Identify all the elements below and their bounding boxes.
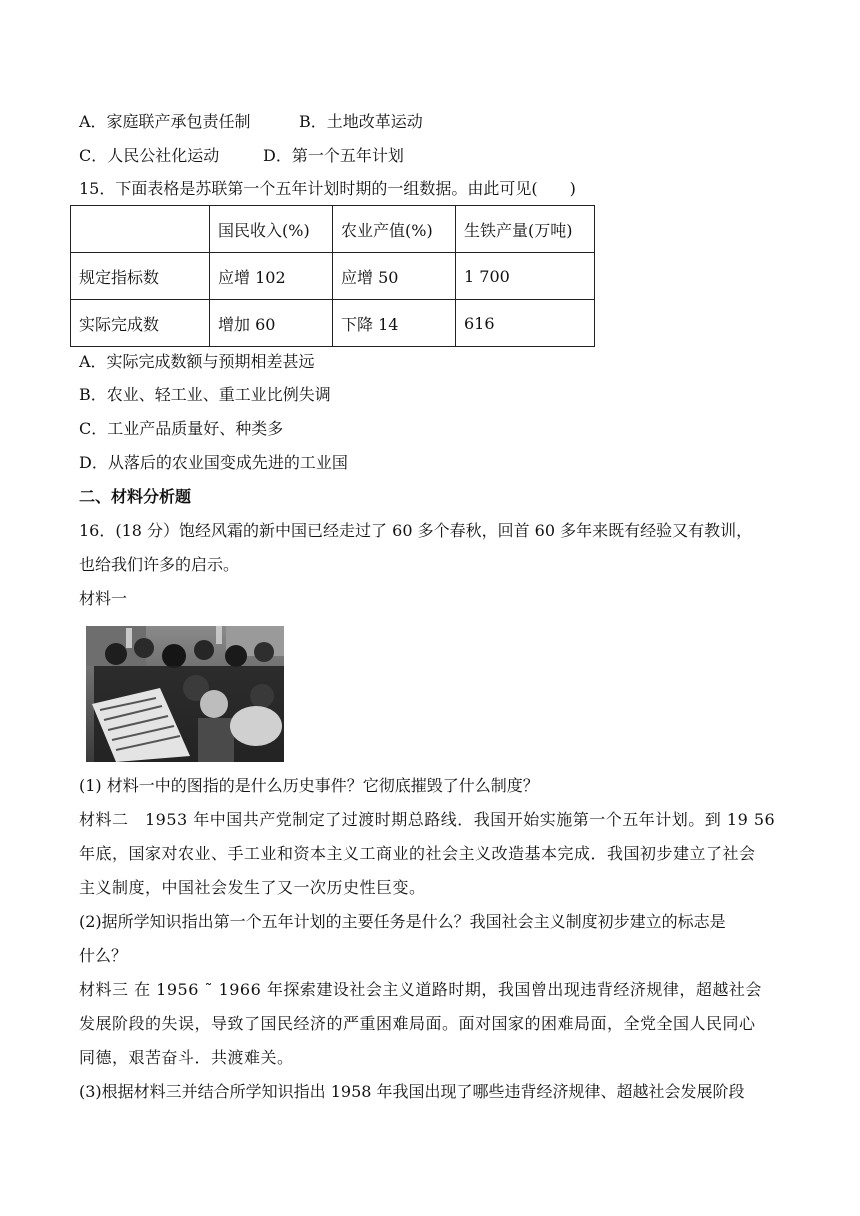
table-cell: 下降 14 <box>333 300 456 347</box>
table-cell: 616 <box>456 300 595 347</box>
table-cell: 实际完成数 <box>71 300 210 347</box>
table-cell <box>71 206 210 253</box>
table-cell: 国民收入(%) <box>210 206 333 253</box>
table-cell: 应增 50 <box>333 253 456 300</box>
historical-photo <box>86 626 284 762</box>
q14-option-a: A．家庭联产承包责任制 <box>79 112 251 131</box>
data-table <box>70 205 595 347</box>
table-cell: 应增 102 <box>210 253 333 300</box>
q14-option-c: C．人民公社化运动 <box>79 146 220 165</box>
crowd-photo-illustration <box>86 626 284 762</box>
table-header-row <box>71 206 595 253</box>
q16-stem-line-1: 16．(18 分）饱经风霜的新中国已经走过了 60 多个春秋，回首 60 多年来既有经验又有教训， <box>79 521 753 540</box>
section-heading: 二、材料分析题 <box>79 487 192 506</box>
material-3-line-2: 发展阶段的失误，导致了国民经济的严重困难局面。面对国家的困难局面，全党全国人民同心 <box>79 1014 756 1033</box>
table-cell: 农业产值(%) <box>333 206 456 253</box>
q14-option-d: D．第一个五年计划 <box>263 146 404 165</box>
table-cell: 1 700 <box>456 253 595 300</box>
q15-stem: 15．下面表格是苏联第一个五年计划时期的一组数据。由此可见( ) <box>79 179 576 198</box>
q14-options-row-1 <box>79 112 423 132</box>
table-cell: 规定指标数 <box>71 253 210 300</box>
q15-option-b: B．农业、轻工业、重工业比例失调 <box>79 385 331 404</box>
q16-stem-line-2: 也给我们许多的启示。 <box>79 555 240 574</box>
material-2-line-2: 年底，国家对农业、手工业和资本主义工商业的社会主义改造基本完成．我国初步建立了社会 <box>79 844 756 863</box>
question-2-line-1: (2)据所学知识指出第一个五年计划的主要任务是什么？我国社会主义制度初步建立的标志是 <box>79 912 726 931</box>
q14-options-row-2 <box>79 146 404 166</box>
table-row <box>71 300 595 347</box>
q15-option-c: C．工业产品质量好、种类多 <box>79 419 284 438</box>
q15-option-a: A．实际完成数额与预期相差甚远 <box>79 352 315 371</box>
material-2-line-1: 材料二 1953 年中国共产党制定了过渡时期总路线．我国开始实施第一个五年计划。到 19 56 <box>79 810 776 829</box>
material-3-line-3: 同德，艰苦奋斗．共渡难关。 <box>79 1048 294 1067</box>
question-1: (1) 材料一中的图指的是什么历史事件？它彻底摧毁了什么制度？ <box>79 776 539 795</box>
table-row <box>71 253 595 300</box>
q15-option-d: D．从落后的农业国变成先进的工业国 <box>79 453 348 472</box>
q14-option-b: B．土地改革运动 <box>299 112 423 131</box>
table-cell: 增加 60 <box>210 300 333 347</box>
material-1-label: 材料一 <box>79 589 128 608</box>
table-cell: 生铁产量(万吨) <box>456 206 595 253</box>
question-3-line-1: (3)根据材料三并结合所学知识指出 1958 年我国出现了哪些违背经济规律、超越社会发展阶段 <box>79 1082 745 1101</box>
question-2-line-2: 什么？ <box>79 946 128 965</box>
material-3-line-1: 材料三 在 1956 ˜ 1966 年探索建设社会主义道路时期，我国曾出现违背经济规律，超越社会 <box>79 980 762 999</box>
material-2-line-3: 主义制度，中国社会发生了又一次历史性巨变。 <box>79 878 426 897</box>
